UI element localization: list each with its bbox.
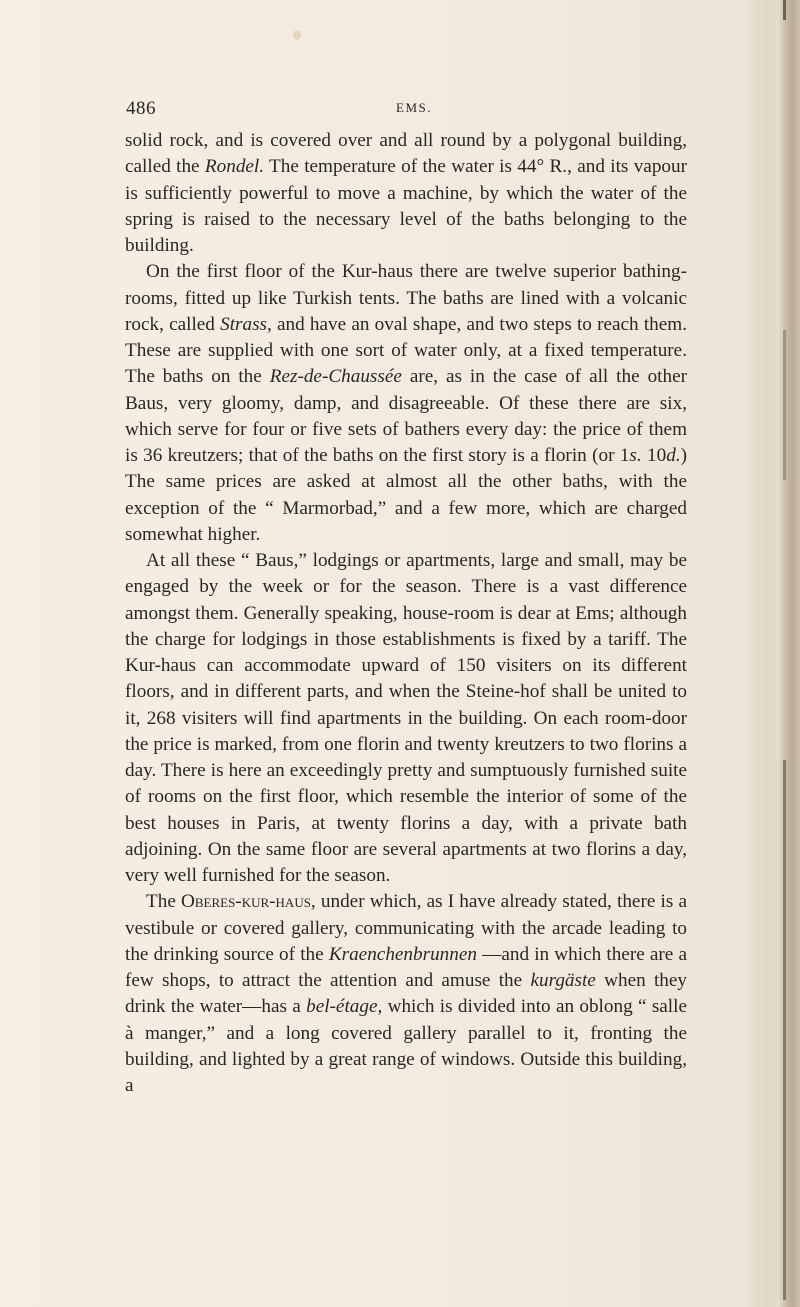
text-run: under which, as I have already stated, there is a vestibule or covered gallery, communicating with the arcade leading to the drinking source of the xyxy=(125,891,687,965)
italic-text: Strass, xyxy=(220,313,272,335)
paper-blemish xyxy=(293,30,301,40)
text-run: when they drink the water—has a xyxy=(125,970,687,1018)
text-run: and have an oval shape, and two steps to reach them. These are supplied with one sort of water only, at a fixed temperature. The baths on the xyxy=(125,313,687,388)
text-run: —and in which there are a few shops, to attract the attention and amuse the xyxy=(125,943,687,991)
edge-mark xyxy=(783,760,786,1300)
page-number: 486 xyxy=(126,98,156,119)
edge-mark xyxy=(783,330,786,480)
page-header xyxy=(126,98,686,120)
text-run: On the first floor of the Kur-haus there are twelve superior bathing-rooms, fitted up like Turkish tents. The baths are lined with a volcanic rock, called xyxy=(125,261,687,335)
italic-text: kurgäste xyxy=(530,970,596,991)
text-run: The xyxy=(146,891,181,913)
paragraph xyxy=(125,548,687,889)
running-head: EMS. xyxy=(396,100,432,115)
text-run: The temperature of the water is 44° R., and its vapour is sufficiently powerful to move a machine, by which the water of the spring is raised to the necessary level of the baths belonging to the building. xyxy=(125,156,687,256)
paragraph xyxy=(125,259,687,548)
text-run: ) The same prices are asked at almost all the other baths, with the exception of the “ Marmorbad,” and a few more, which are charged somewhat higher. xyxy=(125,445,688,545)
text-run: 10 xyxy=(641,445,667,466)
paragraph xyxy=(125,128,687,259)
paragraph xyxy=(125,889,687,1099)
body-text xyxy=(125,128,687,1099)
text-run: are, as in the case of all the other Baus, very gloomy, damp, and disagreeable. Of these there are six, which serve for four or five sets of bathers every day: the price of them is 36 kreutzers; that of the baths on the first story is a florin (or 1 xyxy=(125,366,687,466)
text-run: At all these “ Baus,” lodgings or apartments, large and small, may be engaged by the week or for the season. There is a vast difference amongst them. Generally speaking, house-room is dear at Ems; although the charge for lodgings in those establishments is fixed by a tariff. The Kur-haus can accommodate upward of 150 visiters on its different floors, and in different parts, and when the Steine-hof shall be united to it, 268 visiters will find apartments in the building. On each room-door the price is marked, from one florin and twenty kreutzers to two florins a day. There is here an exceedingly pretty and sumptuously furnished suite of rooms on the first floor, which resemble the interior of some of the best houses in Paris, at twenty florins a day, with a private bath adjoining. On the same floor are several apartments at two florins a day, very well furnished for the season. xyxy=(125,550,687,886)
edge-mark xyxy=(783,0,786,20)
page-binding-edge xyxy=(766,0,800,1307)
text-run: solid rock, and is covered over and all round by a polygonal building, called the xyxy=(125,130,687,178)
italic-text: bel-étage, xyxy=(306,996,383,1018)
italic-text: Rondel. xyxy=(204,156,265,178)
italic-text: s. xyxy=(629,445,642,466)
italic-text: d. xyxy=(666,445,681,466)
italic-text: Rez-de-Chaussée xyxy=(269,366,402,388)
italic-text: Kraenchenbrunnen xyxy=(328,943,477,965)
text-run: which is divided into an oblong “ salle à manger,” and a long covered gallery parallel to it, fronting the building, and lighted by a great range of windows. Outside this building, a xyxy=(125,996,687,1096)
small-caps-text: Oberes-kur-haus, xyxy=(181,891,316,913)
